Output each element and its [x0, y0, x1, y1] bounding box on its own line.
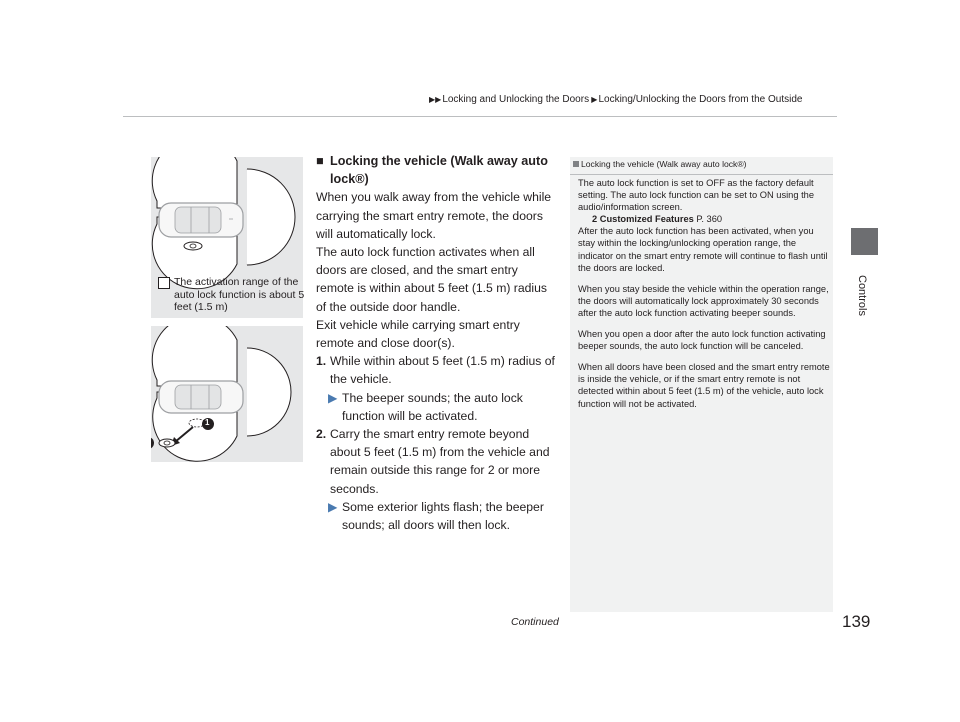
- breadcrumb-subsection: Locking/Unlocking the Doors from the Outside: [598, 94, 803, 105]
- heading-bullet-icon: ■: [316, 154, 324, 168]
- continued-label: Continued: [511, 616, 559, 628]
- step-text: Carry the smart entry remote beyond about 5 feet (1.5 m) from the vehicle and remain outside this range for 2 or more seconds.: [330, 427, 550, 496]
- paragraph-2: The auto lock function activates when all doors are closed, and the smart entry remote is within about 5 feet (1.5 m) radius of the outside door handle.: [316, 245, 547, 314]
- car-top-view-icon: [159, 381, 243, 413]
- side-note: [570, 157, 833, 612]
- smart-remote-icon: [159, 439, 175, 447]
- page-number: 139: [842, 612, 871, 631]
- step-2-result: [316, 498, 556, 534]
- cross-reference[interactable]: [578, 213, 830, 225]
- chapter-tab-marker: [851, 228, 878, 255]
- note-paragraph-1: The auto lock function is set to OFF as the factory default setting. The auto lock function can be set to ON using the audio/information screen. 2 Customized Features P. 360 After the auto lock function has been activated, when you stay within the locking/unlocking operation range, the indicator on the smart entry remote will continue to flash until the doors are locked.: [578, 177, 830, 274]
- breadcrumb: [429, 94, 802, 105]
- range-zone-front: [152, 326, 237, 386]
- heading-text: Locking the vehicle (Walk away auto lock®): [330, 154, 548, 187]
- range-legend-swatch: [158, 277, 170, 289]
- result-arrow-icon: ▶: [328, 390, 338, 405]
- chapter-tab-label: Controls: [856, 275, 868, 316]
- paragraph-1: When you walk away from the vehicle while carrying the smart entry remote, the doors will automatically lock.: [316, 190, 552, 241]
- step-2: [316, 425, 556, 498]
- walk-away-diagram: [151, 326, 303, 462]
- step-text: While within about 5 feet (1.5 m) radius of the vehicle.: [330, 354, 555, 387]
- note-title: Locking the vehicle (Walk away auto lock®): [581, 159, 747, 169]
- reference-title: Customized Features: [599, 214, 694, 225]
- marker-1-label: 1: [205, 418, 210, 427]
- result-text: The beeper sounds; the auto lock function will be activated.: [342, 390, 523, 423]
- arrow-icon: ▶: [589, 95, 598, 104]
- range-zone-front: [152, 157, 237, 208]
- section-heading: [316, 152, 556, 188]
- marker-2-circle: [151, 437, 154, 449]
- main-content: [316, 152, 556, 534]
- note-body: [578, 177, 830, 419]
- activation-range-figure: [151, 157, 303, 318]
- breadcrumb-section: Locking and Unlocking the Doors: [442, 94, 590, 105]
- reference-arrow-icon: 2: [592, 214, 598, 225]
- note-paragraph-4: When you open a door after the auto lock function activating beeper sounds, the auto lock function will be canceled.: [578, 329, 826, 352]
- step-1-result: [316, 389, 556, 425]
- step-number: 1.: [316, 354, 327, 369]
- result-arrow-icon: ▶: [328, 499, 338, 514]
- note-paragraph-5: When all doors have been closed and the smart entry remote is inside the vehicle, or if the smart entry remote is not detected within about 5 feet (1.5 m) of the vehicle, auto lock function will not be activated.: [578, 362, 830, 409]
- note-icon: [573, 161, 579, 167]
- marker-2-label: 2: [145, 437, 150, 446]
- step-number: 2.: [316, 427, 327, 442]
- header-rule: [123, 116, 837, 117]
- paragraph-3: Exit vehicle while carrying smart entry remote and close door(s).: [316, 317, 520, 351]
- reference-page: P. 360: [696, 214, 723, 225]
- car-top-view-icon: [159, 203, 243, 237]
- smart-remote-icon: [184, 242, 202, 250]
- note-header: [570, 157, 833, 175]
- walk-away-figure: [145, 326, 303, 462]
- note-paragraph-3: When you stay beside the vehicle within the operation range, the doors will automatically lock approximately 30 seconds after the auto lock function activating beeper sounds.: [578, 283, 829, 318]
- step-1: [316, 352, 556, 388]
- caption-text: The activation range of the auto lock function is about 5 feet (1.5 m): [174, 276, 305, 313]
- result-text: Some exterior lights flash; the beeper sounds; all doors will then lock.: [342, 499, 544, 533]
- double-arrow-icon: ▶▶: [429, 95, 442, 104]
